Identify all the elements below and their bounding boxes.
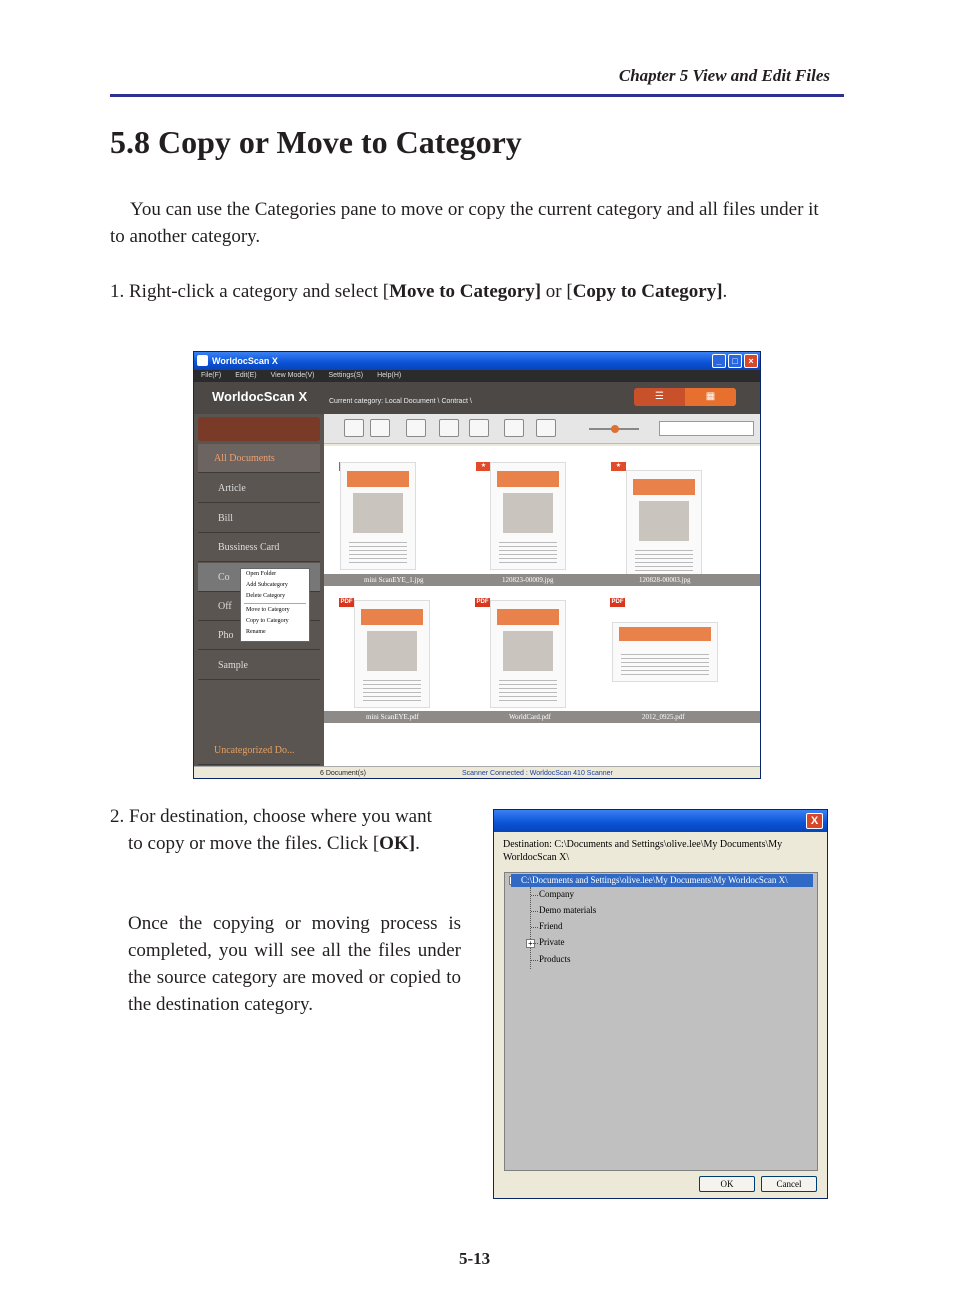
- menu-separator: [244, 603, 306, 604]
- list-view-icon[interactable]: ☰: [655, 391, 664, 402]
- view-mode-toggle[interactable]: [634, 388, 736, 406]
- star-icon: ★: [476, 462, 491, 471]
- pdf-icon: PDF: [476, 599, 489, 605]
- app-titlebar: [194, 352, 760, 370]
- close-button[interactable]: ×: [744, 354, 758, 368]
- step-2: [110, 803, 470, 857]
- file-name: WorldCard.pdf: [509, 713, 552, 721]
- step-1-copy-label: Copy to Category]: [572, 281, 723, 302]
- menu-item-open-folder[interactable]: Open Folder: [246, 571, 277, 577]
- sidebar-item-business-card[interactable]: Bussiness Card: [198, 533, 320, 562]
- upload-icon[interactable]: [344, 419, 364, 437]
- pdf-icon: PDF: [340, 599, 353, 605]
- zoom-slider[interactable]: [589, 428, 639, 430]
- sidebar-item-sample[interactable]: Sample: [198, 651, 320, 680]
- sidebar-item-office[interactable]: Off: [198, 592, 320, 621]
- thumbnail-caption-bar: [324, 574, 761, 586]
- tree-item-products[interactable]: Products: [539, 954, 571, 964]
- step-2-line-2: [110, 830, 470, 857]
- maximize-button[interactable]: □: [728, 354, 742, 368]
- cancel-button[interactable]: Cancel: [761, 1176, 817, 1192]
- current-category: Current category: Local Document \ Contract \: [329, 398, 472, 405]
- step-1-suffix: .: [722, 281, 728, 302]
- sidebar-item-bill[interactable]: Bill: [198, 504, 320, 533]
- document-thumbnail[interactable]: [354, 600, 430, 708]
- sidebar-item-contract[interactable]: Co: [198, 563, 320, 592]
- step-2-text: to copy or move the files. Click [: [128, 833, 380, 854]
- sort-icon[interactable]: [504, 419, 524, 437]
- document-grid: [324, 446, 761, 766]
- expand-icon[interactable]: +: [526, 939, 535, 948]
- app-screenshot: [193, 351, 761, 779]
- sidebar-item-photo[interactable]: Pho: [198, 621, 320, 650]
- step-2-line-1: 2. For destination, choose where you want: [110, 806, 432, 827]
- menu-item-add-subcategory[interactable]: Add Subcategory: [246, 582, 288, 588]
- status-document-count: 6 Document(s): [320, 770, 366, 777]
- file-name: 120828-00003.jpg: [639, 576, 691, 584]
- email-icon[interactable]: [370, 419, 390, 437]
- file-name: 2012_0925.pdf: [642, 713, 685, 721]
- app-icon: [197, 355, 208, 366]
- sidebar-nav-bar: [198, 417, 320, 441]
- tree-root-folder[interactable]: C:\Documents and Settings\olive.lee\My Documents\My WorldocScan X\: [511, 874, 813, 887]
- app-toolbar: [324, 414, 761, 444]
- tools-icon[interactable]: [536, 419, 556, 437]
- page-title: 5.8 Copy or Move to Category: [110, 124, 522, 160]
- document-thumbnail[interactable]: [490, 462, 566, 570]
- chapter-header: Chapter 5 View and Edit Files: [618, 66, 830, 85]
- sidebar-item-article[interactable]: Article: [198, 474, 320, 503]
- status-scanner: Scanner Connected : WorldocScan 410 Scanner: [462, 770, 613, 777]
- app-menubar: [194, 370, 760, 382]
- document-thumbnail[interactable]: [340, 462, 416, 570]
- app-logo: WorldocScan X: [212, 389, 308, 404]
- file-name: mini ScanEYE.pdf: [366, 713, 419, 721]
- tree-item-demo-materials[interactable]: Demo materials: [539, 905, 597, 915]
- thumbnail-caption-bar: [324, 711, 761, 723]
- completion-paragraph: Once the copying or moving process is completed, you will see all the files under the source category are moved or copied to the destination category.: [128, 913, 461, 1015]
- grid-view-icon[interactable]: ▦: [685, 388, 736, 406]
- step-1-move-label: Move to Category]: [389, 281, 542, 302]
- menu-view-mode[interactable]: View Mode(V): [270, 372, 315, 379]
- destination-dialog: [493, 809, 828, 1199]
- step-2-ok-label: OK]: [379, 833, 416, 854]
- app-statusbar: [194, 766, 760, 779]
- category-context-menu: [240, 568, 310, 642]
- step-1-middle: or [: [541, 281, 573, 302]
- file-name: mini ScanEYE_1.jpg: [364, 576, 424, 584]
- tree-item-friend[interactable]: Friend: [539, 921, 563, 931]
- zoom-slider-knob[interactable]: [611, 425, 619, 433]
- business-card-thumbnail[interactable]: [612, 622, 718, 682]
- step-1-prefix: 1. Right-click a category and select [: [110, 281, 390, 302]
- star-icon: ★: [611, 462, 626, 471]
- word-convert-icon[interactable]: [439, 419, 459, 437]
- sidebar-item-uncategorized[interactable]: Uncategorized Do...: [198, 736, 320, 765]
- tree-connector: [530, 887, 531, 969]
- menu-item-copy-to-category[interactable]: Copy to Category: [246, 618, 289, 624]
- intro-paragraph: You can use the Categories pane to move or copy the current category and all files under it to another category.: [110, 199, 819, 247]
- menu-settings[interactable]: Settings(S): [328, 372, 364, 379]
- tree-item-company[interactable]: Company: [539, 889, 574, 899]
- header-rule: [110, 94, 844, 97]
- dialog-titlebar: [494, 810, 827, 832]
- menu-item-delete-category[interactable]: Delete Category: [246, 593, 286, 599]
- menu-item-rename[interactable]: Rename: [246, 629, 266, 635]
- folder-tree: [504, 872, 818, 1171]
- menu-file[interactable]: File(F): [201, 372, 222, 379]
- tree-item-private[interactable]: Private: [539, 937, 565, 947]
- minimize-button[interactable]: _: [712, 354, 726, 368]
- page-number: 5-13: [459, 1249, 491, 1268]
- sidebar-item-all-documents[interactable]: All Documents: [198, 444, 320, 473]
- pdf-convert-icon[interactable]: [406, 419, 426, 437]
- step-1: [110, 278, 820, 305]
- ok-button[interactable]: OK: [699, 1176, 755, 1192]
- document-thumbnail[interactable]: [626, 470, 702, 578]
- excel-convert-icon[interactable]: [469, 419, 489, 437]
- menu-help[interactable]: Help(H): [377, 372, 402, 379]
- menu-item-move-to-category[interactable]: Move to Category: [246, 607, 290, 613]
- file-name: 120823-00009.jpg: [502, 576, 554, 584]
- pdf-icon: PDF: [611, 599, 624, 605]
- destination-path: Destination: C:\Documents and Settings\olive.lee\My Documents\My WorldocScan X\: [503, 839, 783, 863]
- document-thumbnail[interactable]: [490, 600, 566, 708]
- search-input[interactable]: [659, 421, 754, 436]
- app-window-title: WorldocScan X: [212, 356, 278, 366]
- step-2-suffix: .: [415, 833, 420, 854]
- dialog-close-button[interactable]: X: [806, 813, 823, 829]
- menu-edit[interactable]: Edit(E): [235, 372, 257, 379]
